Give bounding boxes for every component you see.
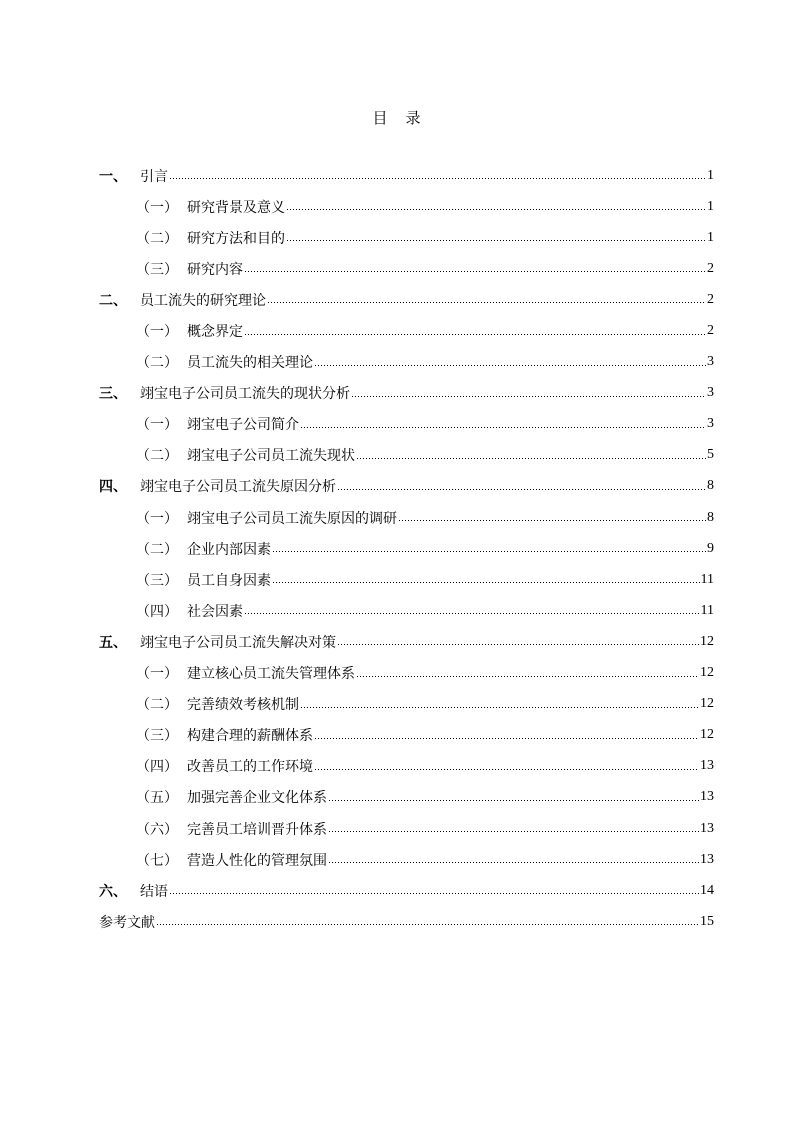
toc-dot-leader bbox=[328, 856, 699, 870]
toc-dot-leader bbox=[267, 296, 706, 310]
toc-entry[interactable] bbox=[99, 658, 714, 689]
toc-entry-page-number: 1 bbox=[707, 167, 714, 183]
toc-entry-page-number: 13 bbox=[700, 789, 714, 805]
toc-entry[interactable] bbox=[99, 440, 714, 471]
toc-entry-page-number: 13 bbox=[700, 758, 714, 774]
toc-entry[interactable] bbox=[99, 906, 714, 937]
toc-entry-title: 翊宝电子公司简介 bbox=[187, 417, 299, 434]
toc-entry-page-number: 2 bbox=[707, 291, 714, 307]
toc-dot-leader bbox=[244, 327, 706, 341]
toc-entry[interactable] bbox=[99, 875, 714, 906]
toc-entry[interactable] bbox=[99, 378, 714, 409]
toc-dot-leader bbox=[272, 545, 706, 559]
toc-entry-number: （四） bbox=[136, 603, 178, 620]
toc-entry[interactable] bbox=[99, 471, 714, 502]
toc-entry-page-number: 12 bbox=[700, 727, 714, 743]
toc-entry-title: 建立核心员工流失管理体系 bbox=[187, 666, 355, 683]
toc-entry-number: （三） bbox=[136, 572, 178, 589]
toc-entry-page-number: 2 bbox=[707, 260, 714, 276]
toc-entry-number: （一） bbox=[136, 510, 178, 527]
toc-entry-title: 研究背景及意义 bbox=[187, 199, 285, 216]
toc-entry-title: 翊宝电子公司员工流失的现状分析 bbox=[140, 386, 350, 403]
toc-entry[interactable] bbox=[99, 564, 714, 595]
toc-entry[interactable] bbox=[99, 191, 714, 222]
toc-entry[interactable] bbox=[99, 689, 714, 720]
toc-entry-number: （六） bbox=[136, 821, 178, 838]
toc-dot-leader bbox=[328, 793, 699, 807]
toc-entry[interactable] bbox=[99, 782, 714, 813]
toc-entry[interactable] bbox=[99, 284, 714, 315]
toc-entry-number: （三） bbox=[136, 261, 178, 278]
toc-entry[interactable] bbox=[99, 160, 714, 191]
toc-entry-number: （一） bbox=[136, 324, 178, 341]
toc-entry-number: （二） bbox=[136, 355, 178, 372]
toc-entry-number: 四、 bbox=[99, 479, 127, 496]
toc-entry-number: （四） bbox=[136, 759, 178, 776]
toc-entry-page-number: 3 bbox=[707, 416, 714, 432]
toc-entry-title: 结语 bbox=[140, 883, 168, 900]
toc-entry-number: 六、 bbox=[99, 883, 127, 900]
toc-entry-number: （二） bbox=[136, 697, 178, 714]
toc-entry[interactable] bbox=[99, 533, 714, 564]
toc-entry-page-number: 11 bbox=[700, 571, 714, 587]
toc-dot-leader bbox=[286, 203, 706, 217]
toc-dot-leader bbox=[156, 918, 699, 932]
toc-entry[interactable] bbox=[99, 844, 714, 875]
toc-entry-title: 构建合理的薪酬体系 bbox=[187, 728, 313, 745]
toc-entry-title: 参考文献 bbox=[99, 914, 155, 931]
toc-dot-leader bbox=[356, 669, 699, 683]
toc-entry-title: 完善员工培训晋升体系 bbox=[187, 821, 327, 838]
toc-dot-leader bbox=[314, 731, 699, 745]
toc-entry-title: 企业内部因素 bbox=[187, 541, 271, 558]
toc-entry-number: 三、 bbox=[99, 386, 127, 403]
toc-entry-page-number: 15 bbox=[700, 913, 714, 929]
toc-entry-title: 研究方法和目的 bbox=[187, 230, 285, 247]
toc-entry-title: 员工流失的研究理论 bbox=[140, 292, 266, 309]
toc-entry-page-number: 12 bbox=[700, 696, 714, 712]
toc-dot-leader bbox=[300, 700, 699, 714]
toc-entry-title: 翊宝电子公司员工流失原因的调研 bbox=[187, 510, 397, 527]
toc-dot-leader bbox=[300, 420, 706, 434]
toc-entry-number: 一、 bbox=[99, 168, 127, 185]
toc-dot-leader bbox=[286, 234, 706, 248]
toc-entry-page-number: 14 bbox=[700, 882, 714, 898]
toc-entry[interactable] bbox=[99, 751, 714, 782]
toc-dot-leader bbox=[398, 514, 706, 528]
toc-entry[interactable] bbox=[99, 315, 714, 346]
toc-entry-title: 社会因素 bbox=[187, 603, 243, 620]
toc-entry-number: （一） bbox=[136, 417, 178, 434]
toc-entry-page-number: 8 bbox=[707, 509, 714, 525]
toc-entry-number: （一） bbox=[136, 666, 178, 683]
toc-dot-leader bbox=[314, 358, 706, 372]
toc-entry-title: 翊宝电子公司员工流失现状 bbox=[187, 448, 355, 465]
title-char-2: 录 bbox=[405, 109, 421, 127]
toc-entry-page-number: 13 bbox=[700, 851, 714, 867]
toc-entry-page-number: 13 bbox=[700, 820, 714, 836]
toc-entry-number: 二、 bbox=[99, 292, 127, 309]
toc-entry-page-number: 11 bbox=[700, 602, 714, 618]
toc-entry[interactable] bbox=[99, 813, 714, 844]
toc-dot-leader bbox=[356, 451, 706, 465]
toc-entry[interactable] bbox=[99, 347, 714, 378]
toc-dot-leader bbox=[244, 265, 706, 279]
toc-entry-page-number: 12 bbox=[700, 665, 714, 681]
toc-entry-page-number: 8 bbox=[707, 478, 714, 494]
toc-dot-leader bbox=[272, 576, 700, 590]
toc-entry[interactable] bbox=[99, 720, 714, 751]
toc-entry[interactable] bbox=[99, 253, 714, 284]
toc-entry-title: 翊宝电子公司员工流失解决对策 bbox=[140, 634, 336, 651]
toc-entry-title: 完善绩效考核机制 bbox=[187, 697, 299, 714]
toc-entry-title: 加强完善企业文化体系 bbox=[187, 790, 327, 807]
toc-entry-title: 概念界定 bbox=[187, 324, 243, 341]
toc-entry-number: （五） bbox=[136, 790, 178, 807]
toc-entry-title: 员工流失的相关理论 bbox=[187, 355, 313, 372]
toc-entry-page-number: 3 bbox=[707, 354, 714, 370]
toc-entry[interactable] bbox=[99, 222, 714, 253]
toc-entry-number: 五、 bbox=[99, 634, 127, 651]
toc-entry-title: 引言 bbox=[140, 168, 168, 185]
title-char-1: 目 bbox=[372, 109, 388, 127]
table-of-contents bbox=[99, 160, 714, 937]
toc-entry-page-number: 9 bbox=[707, 540, 714, 556]
toc-entry-title: 改善员工的工作环境 bbox=[187, 759, 313, 776]
toc-entry-page-number: 5 bbox=[707, 447, 714, 463]
toc-entry[interactable] bbox=[99, 595, 714, 626]
toc-entry-page-number: 12 bbox=[700, 633, 714, 649]
toc-dot-leader bbox=[328, 825, 699, 839]
toc-entry-page-number: 1 bbox=[707, 229, 714, 245]
page-title bbox=[0, 108, 793, 128]
toc-dot-leader bbox=[351, 389, 706, 403]
toc-dot-leader bbox=[244, 607, 700, 621]
toc-entry-title: 员工自身因素 bbox=[187, 572, 271, 589]
toc-dot-leader bbox=[169, 172, 706, 186]
toc-entry-page-number: 3 bbox=[707, 385, 714, 401]
toc-entry-page-number: 1 bbox=[707, 198, 714, 214]
toc-entry-number: （一） bbox=[136, 199, 178, 216]
toc-entry-number: （三） bbox=[136, 728, 178, 745]
toc-dot-leader bbox=[169, 887, 699, 901]
toc-entry[interactable] bbox=[99, 626, 714, 657]
toc-entry-number: （二） bbox=[136, 448, 178, 465]
toc-entry-title: 研究内容 bbox=[187, 261, 243, 278]
toc-dot-leader bbox=[314, 762, 699, 776]
toc-dot-leader bbox=[337, 482, 706, 496]
toc-entry-title: 翊宝电子公司员工流失原因分析 bbox=[140, 479, 336, 496]
toc-entry[interactable] bbox=[99, 409, 714, 440]
toc-dot-leader bbox=[337, 638, 699, 652]
toc-entry-number: （二） bbox=[136, 230, 178, 247]
toc-entry-title: 营造人性化的管理氛围 bbox=[187, 852, 327, 869]
toc-entry[interactable] bbox=[99, 502, 714, 533]
toc-entry-number: （七） bbox=[136, 852, 178, 869]
toc-entry-number: （二） bbox=[136, 541, 178, 558]
toc-entry-page-number: 2 bbox=[707, 323, 714, 339]
